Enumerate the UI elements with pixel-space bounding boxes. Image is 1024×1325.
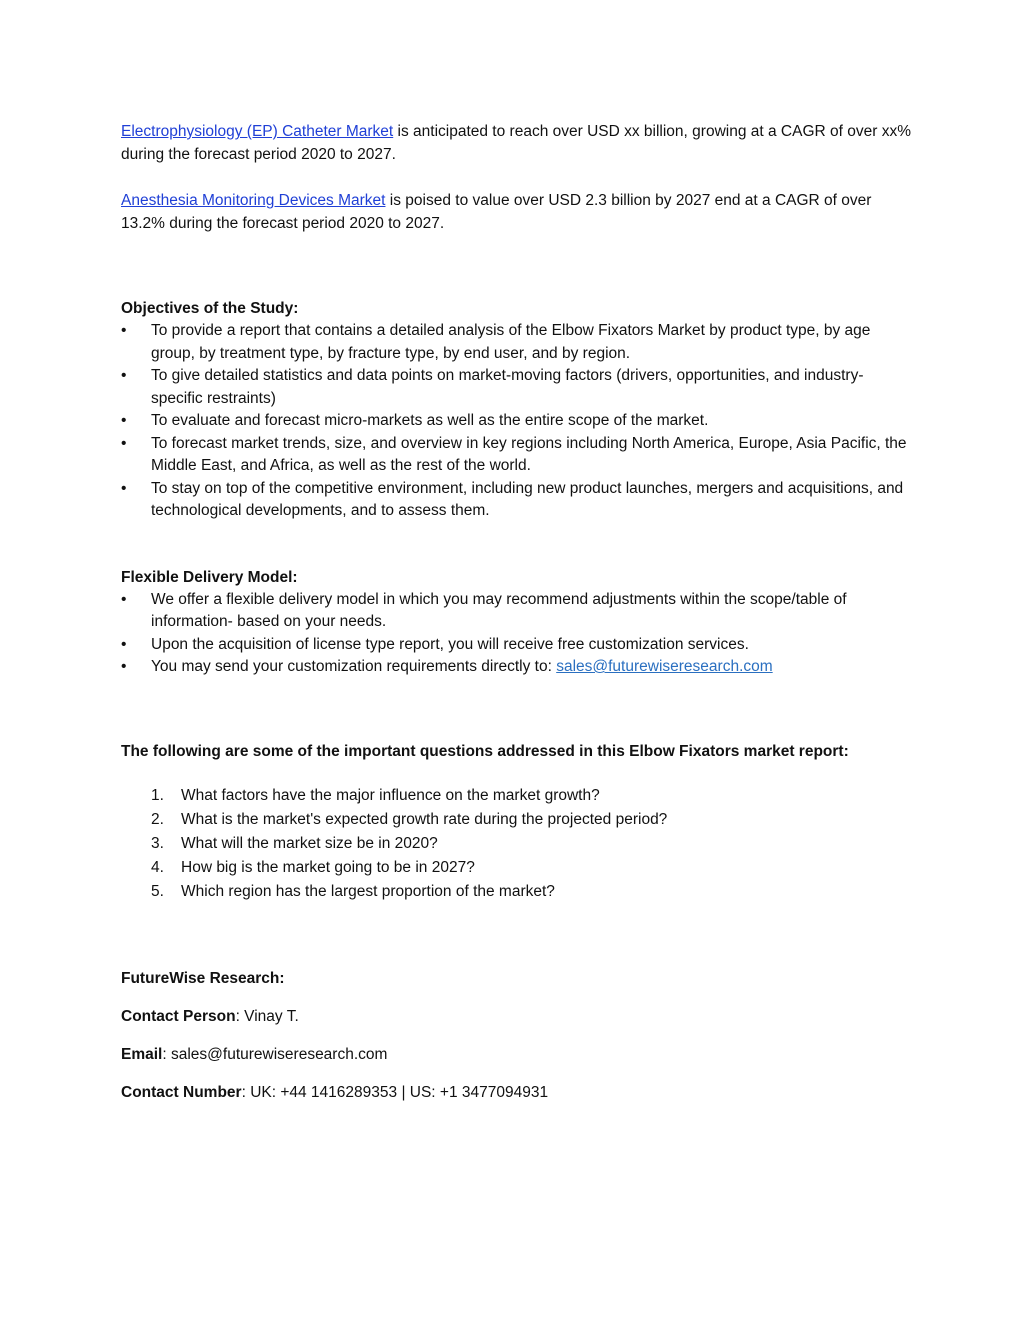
questions-list [121,784,911,904]
email-label: Email [121,1045,163,1063]
question-number: 3. [151,834,164,852]
question-item [121,832,911,856]
objective-text: To provide a report that contains a detailed analysis of the Elbow Fixators Market by product type, by age group, by treatment type, by fracture type, by end user, and by region. [151,322,871,362]
sales-email-link[interactable]: sales@futurewiseresearch.com [556,658,773,675]
delivery-list [121,589,911,679]
anesthesia-monitoring-market-link[interactable]: Anesthesia Monitoring Devices Market [121,192,386,209]
objective-text: To give detailed statistics and data points on market-moving factors (drivers, opportunities, and industry-specific restraints) [151,367,864,407]
objectives-heading: Objectives of the Study: [121,300,299,317]
bullet-icon: • [121,658,127,675]
objective-item [121,365,911,410]
question-number: 5. [151,882,164,900]
contact-number-value: : UK: +44 1416289353 | US: +1 3477094931 [241,1083,549,1101]
question-item [121,856,911,880]
question-number: 4. [151,858,164,876]
delivery-text: We offer a flexible delivery model in which you may recommend adjustments within the scope/table of information- based on your needs. [151,590,847,630]
bullet-icon: • [121,434,127,452]
question-text: What will the market size be in 2020? [181,834,438,852]
bullet-icon: • [121,479,127,497]
bullet-icon: • [121,322,127,339]
objectives-list [121,320,911,523]
document-page [121,120,911,1104]
intro-paragraph-text: is poised to value over USD 2.3 billion by 2027 end at a CAGR of over 13.2% during the forecast period 2020 to 2027. [121,192,872,232]
bullet-icon: • [121,367,127,384]
objective-item [121,410,911,433]
question-number: 2. [151,810,164,828]
delivery-text: Upon the acquisition of license type report, you will receive free customization services. [151,635,749,653]
objective-item [121,320,911,365]
intro-paragraph-anesthesia [121,189,911,235]
delivery-heading: Flexible Delivery Model: [121,568,298,586]
delivery-text: You may send your customization requirements directly to: [151,658,557,675]
contact-person-label: Contact Person [121,1007,236,1025]
question-text: How big is the market going to be in 2027? [181,858,475,876]
objective-text: To stay on top of the competitive environment, including new product launches, mergers and acquisitions, and technological developments, and to assess them. [151,479,904,519]
delivery-item [121,589,911,634]
question-item [121,784,911,808]
question-number: 1. [151,786,164,804]
questions-heading: The following are some of the important questions addressed in this Elbow Fixators market report: [121,742,849,760]
email-line [121,1043,911,1066]
delivery-item [121,656,911,679]
contact-number-label: Contact Number [121,1083,242,1101]
objective-text: To forecast market trends, size, and overview in key regions including North America, Europe, Asia Pacific, the Middle East, and Africa, as well as the rest of the world. [151,434,907,474]
objective-text: To evaluate and forecast micro-markets as well as the entire scope of the market. [151,412,709,429]
contact-person-value: : Vinay T. [235,1007,299,1025]
email-value: : sales@futurewiseresearch.com [162,1045,388,1063]
company-heading: FutureWise Research: [121,969,285,987]
question-item [121,880,911,904]
ep-catheter-market-link[interactable]: Electrophysiology (EP) Catheter Market [121,123,394,140]
question-item [121,808,911,832]
objective-item [121,433,911,478]
intro-paragraph-ep-catheter [121,120,911,166]
bullet-icon: • [121,590,127,608]
bullet-icon: • [121,635,127,653]
bullet-icon: • [121,412,127,429]
question-text: What is the market's expected growth rate during the projected period? [181,810,668,828]
contact-number-line [121,1081,911,1104]
question-text: What factors have the major influence on the market growth? [181,786,600,804]
delivery-item [121,634,911,657]
intro-paragraph-text: is anticipated to reach over USD xx billion, growing at a CAGR of over xx% during the forecast period 2020 to 2027. [121,123,911,163]
question-text: Which region has the largest proportion of the market? [181,882,555,900]
contact-person-line [121,1005,911,1028]
objective-item [121,478,911,523]
